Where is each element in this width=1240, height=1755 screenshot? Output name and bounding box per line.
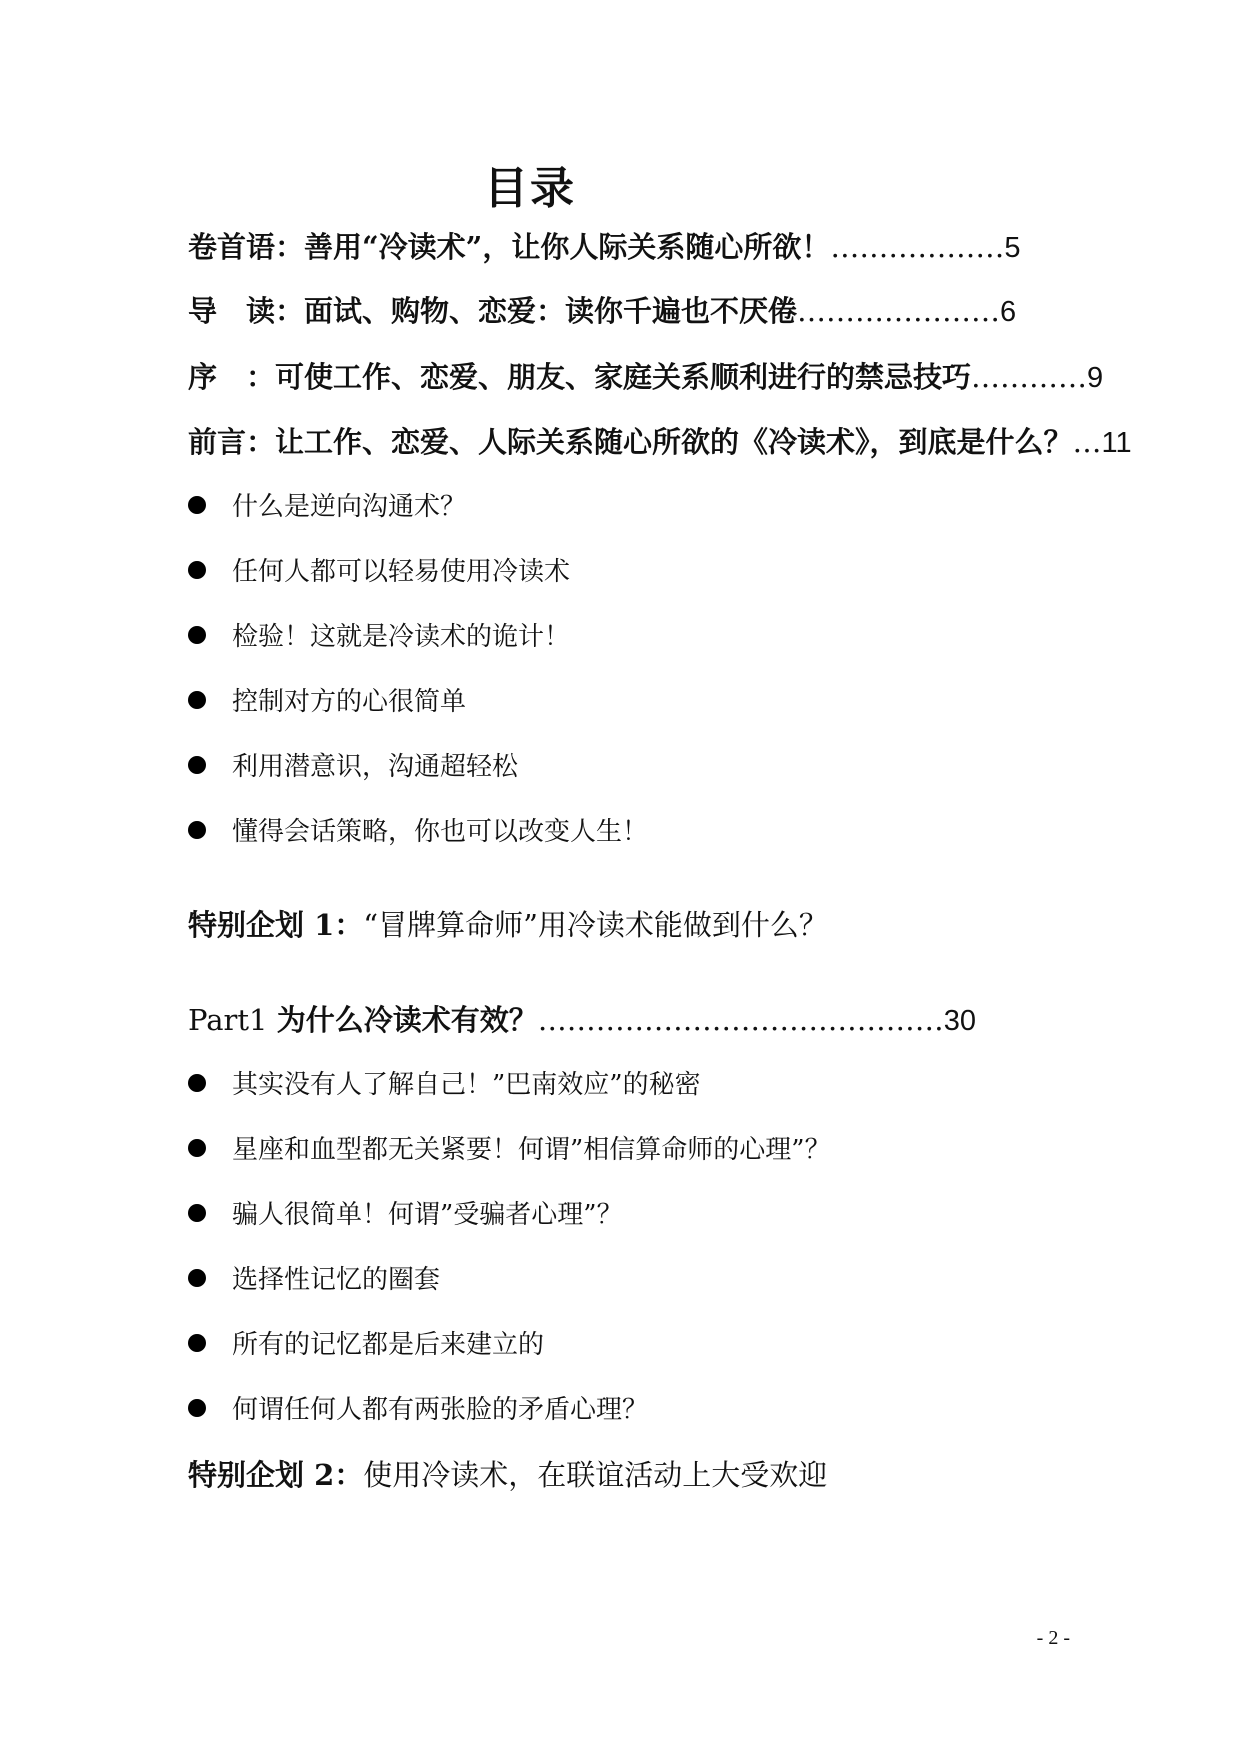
toc-entry-label: 卷首语：善用“冷读术”，让你人际关系随心所欲！ (188, 230, 831, 264)
toc-page-number: 9 (1087, 362, 1104, 394)
list-item (188, 812, 648, 852)
toc-leader: …………………………………… (537, 1003, 944, 1037)
toc-entry-foreword[interactable] (188, 422, 1132, 463)
page-number-footer: - 2 - (1036, 1627, 1070, 1649)
list-item-text: 星座和血型都无关紧要！何谓”相信算命师的心理”？ (232, 1135, 831, 1165)
part-label: 为什么冷读术有效？ (276, 1003, 538, 1037)
list-item-text: 所有的记忆都是后来建立的 (232, 1330, 545, 1360)
special-text: 使用冷读术，在联谊活动上大受欢迎 (363, 1458, 828, 1492)
toc-entry-guide[interactable] (188, 291, 1068, 332)
bullet-icon (188, 1334, 206, 1352)
list-item (188, 617, 570, 657)
special-text: “冒牌算命师”用冷读术能做到什么？ (363, 908, 828, 942)
bullet-icon (188, 626, 206, 644)
toc-page-number: 11 (1101, 427, 1132, 459)
list-item (188, 1260, 440, 1300)
bullet-icon (188, 561, 206, 579)
toc-leader: ……………… (830, 230, 1005, 264)
list-item-text: 任何人都可以轻易使用冷读术 (232, 557, 571, 587)
bullet-icon (188, 1399, 206, 1417)
list-item (188, 1065, 701, 1105)
toc-entry-part1[interactable] (188, 1000, 976, 1041)
list-item-text: 骗人很简单！何谓”受骗者心理”？ (232, 1200, 623, 1230)
list-item (188, 1390, 648, 1430)
page-title: 目录 (484, 163, 576, 214)
toc-entry-preface-note[interactable] (188, 227, 1068, 268)
list-item (188, 1325, 544, 1365)
special-label: 特别企划 2： (188, 1458, 364, 1492)
bullet-icon (188, 821, 206, 839)
bullet-icon (188, 691, 206, 709)
toc-leader: … (1072, 425, 1102, 459)
toc-entry-label: 导 读：面试、购物、恋爱：读你千遍也不厌倦 (188, 294, 798, 328)
toc-page-number: 6 (1000, 296, 1017, 328)
list-item-text: 其实没有人了解自己！”巴南效应”的秘密 (232, 1070, 701, 1100)
toc-page-number: 30 (943, 1005, 976, 1037)
bullet-icon (188, 496, 206, 514)
list-item-text: 什么是逆向沟通术？ (232, 492, 467, 522)
bullet-icon (188, 1074, 206, 1092)
list-item (188, 1195, 623, 1235)
toc-entry-special-2[interactable] (188, 1455, 827, 1495)
list-item-text: 利用潜意识，沟通超轻松 (232, 752, 519, 782)
toc-leader: ………………… (797, 294, 1001, 328)
list-item (188, 487, 466, 527)
list-item-text: 控制对方的心很简单 (232, 687, 467, 717)
list-item (188, 1130, 831, 1170)
toc-entry-special-1[interactable] (188, 905, 828, 945)
bullet-icon (188, 756, 206, 774)
toc-entry-preface[interactable] (188, 357, 1104, 398)
list-item (188, 747, 518, 787)
toc-page-number: 5 (1004, 232, 1021, 264)
part-prefix: Part1 (188, 1003, 277, 1037)
bullet-icon (188, 1139, 206, 1157)
list-item (188, 682, 466, 722)
list-item-text: 检验！这就是冷读术的诡计！ (232, 622, 571, 652)
special-label: 特别企划 1： (188, 908, 364, 942)
bullet-icon (188, 1269, 206, 1287)
toc-leader: ………… (971, 360, 1088, 394)
toc-entry-label: 序 ：可使工作、恋爱、朋友、家庭关系顺利进行的禁忌技巧 (188, 360, 972, 394)
toc-entry-label: 前言：让工作、恋爱、人际关系随心所欲的《冷读术》，到底是什么？ (188, 425, 1073, 459)
list-item (188, 552, 570, 592)
list-item-text: 选择性记忆的圈套 (232, 1265, 441, 1295)
list-item-text: 懂得会话策略，你也可以改变人生！ (232, 817, 649, 847)
list-item-text: 何谓任何人都有两张脸的矛盾心理？ (232, 1395, 649, 1425)
bullet-icon (188, 1204, 206, 1222)
